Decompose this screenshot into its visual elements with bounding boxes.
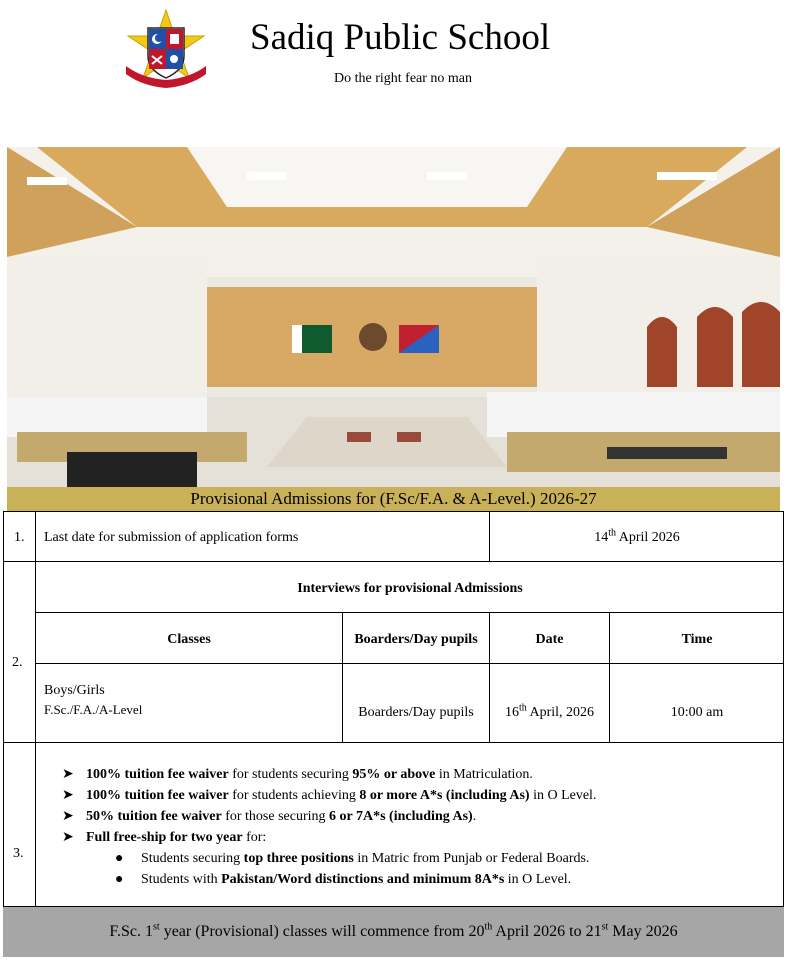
class-group: Boys/Girls [44,683,105,698]
boarders-value: Boarders/Day pupils [358,705,474,720]
class-programs: F.Sc./F.A./A-Level [44,702,143,717]
admissions-banner: Provisional Admissions for (F.Sc/F.A. & A-Level.) 2026-27 [7,487,780,511]
school-crest-logo [122,8,210,90]
list-item: ➤ 100% tuition fee waiver for students achieving 8 or more A*s (including As) in O Level. [62,785,596,806]
column-header-boarders: Boarders/Day pupils [354,632,478,647]
list-item: ➤ 50% tuition fee waiver for those securing 6 or 7A*s (including As). [62,806,596,827]
arrow-bullet-icon: ➤ [62,830,74,845]
list-subitem: ● Students with Pakistan/Word distinctions and minimum 8A*s in O Level. [62,869,596,890]
submission-deadline-label: Last date for submission of application forms [44,530,299,545]
interview-time: 10:00 am [670,705,724,720]
interview-date: 16th April, 2026 [504,702,595,720]
list-item: ➤ 100% tuition fee waiver for students securing 95% or above in Matriculation. [62,764,596,785]
school-name: Sadiq Public School [250,17,551,58]
arrow-bullet-icon: ➤ [62,767,74,782]
dot-bullet-icon: ● [115,872,124,887]
list-item: ➤ Full free-ship for two year for: [62,827,596,848]
fee-waiver-list [62,764,596,890]
row-number: 2. [12,655,23,670]
row-number: 3. [13,846,24,861]
row-divider [3,561,784,562]
arrow-bullet-icon: ➤ [62,809,74,824]
classes-commence-footer: F.Sc. 1st year (Provisional) classes will commence from 20th April 2026 to 21st May 2026 [3,907,784,957]
dot-bullet-icon: ● [115,851,124,866]
row-divider [35,612,784,613]
row-number: 1. [14,530,25,545]
interviews-heading: Interviews for provisional Admissions [297,581,523,596]
arrow-bullet-icon: ➤ [62,788,74,803]
row-divider [3,742,784,743]
column-header-date: Date [535,632,564,647]
column-header-time: Time [681,632,713,647]
column-header-classes: Classes [167,632,211,647]
assembly-hall-photo [7,147,780,487]
col-divider [35,511,36,907]
school-motto: Do the right fear no man [334,71,473,86]
list-subitem: ● Students securing top three positions in Matric from Punjab or Federal Boards. [62,848,596,869]
submission-deadline-date: 14th April 2026 [594,527,680,545]
row-divider [35,663,784,664]
